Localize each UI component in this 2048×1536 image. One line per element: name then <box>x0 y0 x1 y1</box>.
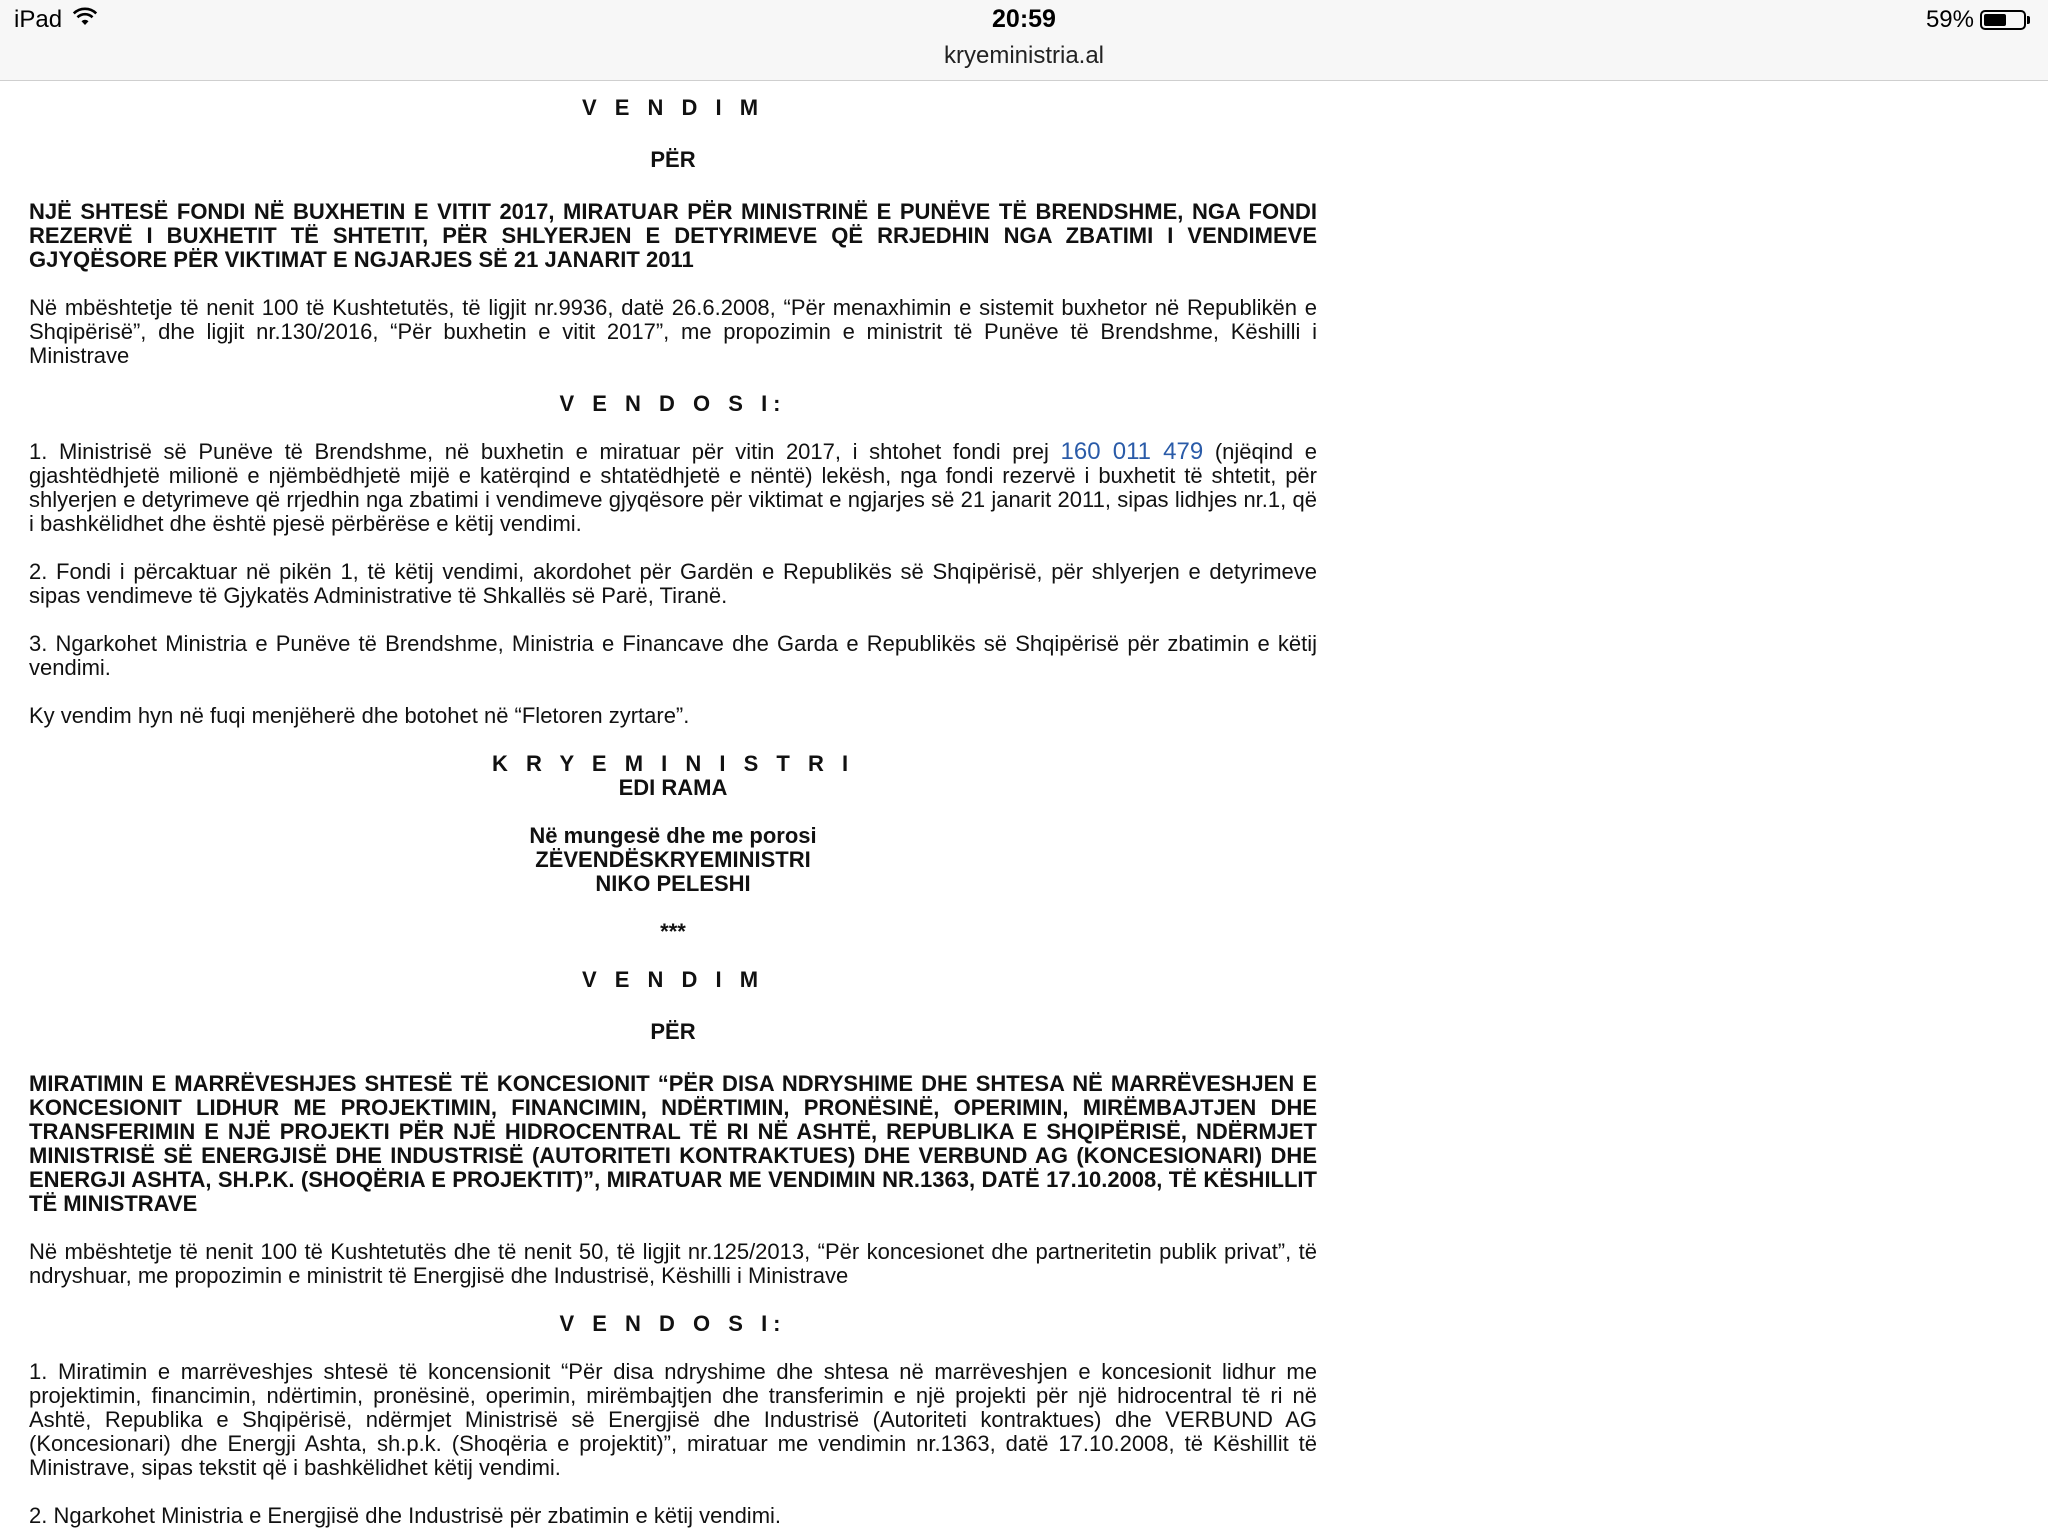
decision-closing: Ky vendim hyn në fuqi menjëherë dhe botohet në “Fletoren zyrtare”. <box>29 703 690 728</box>
point-text: 1. Ministrisë së Punëve të Brendshme, në buxhetin e miratuar për vitin 2017, i shtohet fondi prej <box>29 439 1061 464</box>
vendosi-heading: V E N D O S I: <box>559 391 787 416</box>
amount-link[interactable]: 160 011 479 <box>1060 438 1204 465</box>
decision-heading: NJË SHTESË FONDI NË BUXHETIN E VITIT 2017, MIRATUAR PËR MINISTRINË E PUNËVE TË BRENDSHME, NGA FONDI REZERVË I BUXHETIT TË SHTETIT, PËR SHLYERJEN E DETYRIMEVE QË RRJEDHIN NGA ZBATIMI I VENDIMEVE GJYQËSORE PËR VIKTIMAT E NGJARJES SË 21 JANARIT 2011 <box>29 199 1317 272</box>
section-separator: *** <box>660 919 686 944</box>
signature-deputy-role: ZËVENDËSKRYEMINISTRI <box>535 847 811 872</box>
url-bar[interactable]: kryeministria.al <box>943 42 1105 69</box>
battery-icon <box>1980 10 2026 30</box>
document-body <box>29 96 1317 1528</box>
decision-heading: MIRATIMIN E MARRËVESHJES SHTESË TË KONCESIONIT “PËR DISA NDRYSHIME DHE SHTESA NË MARRËVESHJEN E KONCESIONIT LIDHUR ME PROJEKTIMIN, FINANCIMIN, NDËRTIMIN, PRONËSINË, OPERIMIN, MIRËMBAJTJEN DHE TRANSFERIMIN E NJË PROJEKTI PËR NJË HIDROCENTRAL TË RI NË ASHTË, REPUBLIKA E SHQIPËRISË, NDËRMJET MINISTRISË SË ENERGJISË DHE INDUSTRISË (AUTORITETI KONTRAKTUES) DHE VERBUND AG (KONCESIONARI) DHE ENERGJI ASHTA, SH.P.K. (SHOQËRIA E PROJEKTIT)”, MIRATUAR ME VENDIMIN NR.1363, DATË 17.10.2008, TË KËSHILLIT TË MINISTRAVE <box>29 1071 1317 1216</box>
decision-point-1: 1. Miratimin e marrëveshjes shtesë të koncensionit “Për disa ndryshime dhe shtesa në marrëveshjen e koncesionit lidhur me projektimin, financimin, ndërtimin, pronësinë, operimin, mirëmbajtjen dhe transferimin e një projekti për një hidrocentral të ri në Ashtë, Republika e Shqipërisë, ndërmjet Ministrisë së Energjisë dhe Industrisë (Autoriteti kontraktues) dhe VERBUND AG (Koncesionari) dhe Energji Ashta, sh.p.k. (Shoqëria e projektit)”, miratuar me vendimin nr.1363, datë 17.10.2008, të Këshillit të Ministrave, sipas tekstit që i bashkëlidhet këtij vendimi. <box>29 1359 1317 1480</box>
browser-top-bar <box>0 0 2048 81</box>
decision-title: V E N D I M <box>581 967 765 992</box>
decision-preamble: Në mbështetje të nenit 100 të Kushtetutës dhe të nenit 50, të ligjit nr.125/2013, “Për koncesionet dhe partneritetin publik privat”, të ndryshuar, me propozimin e ministrit të Energjisë dhe Industrisë, Këshilli i Ministrave <box>29 1239 1317 1288</box>
signature-absence: Në mungesë dhe me porosi <box>529 823 817 848</box>
battery-percent: 59% <box>1925 6 1974 33</box>
decision-per: PËR <box>650 1019 696 1044</box>
decision-preamble: Në mbështetje të nenit 100 të Kushtetutës, të ligjit nr.9936, datë 26.6.2008, “Për menaxhimin e sistemit buxhetor në Republikën e Shqipërisë”, dhe ligjit nr.130/2016, “Për buxhetin e vitit 2017”, me propozimin e ministrit të Punëve të Brendshme, Këshilli i Ministrave <box>29 295 1317 368</box>
signature-deputy-name: NIKO PELESHI <box>595 871 751 896</box>
signature-name: EDI RAMA <box>618 775 728 800</box>
vendosi-heading: V E N D O S I: <box>559 1311 787 1336</box>
decision-point-3: 3. Ngarkohet Ministria e Punëve të Brendshme, Ministria e Financave dhe Garda e Republikës së Shqipërisë për zbatimin e këtij vendimi. <box>29 631 1317 680</box>
decision-per: PËR <box>650 147 696 172</box>
decision-point-2: 2. Fondi i përcaktuar në pikën 1, të këtij vendimi, akordohet për Gardën e Republikës së Shqipërisë, për shlyerjen e detyrimeve sipas vendimeve të Gjykatës Administrative të Shkallës së Parë, Tiranë. <box>29 559 1317 608</box>
decision-point-2: 2. Ngarkohet Ministria e Energjisë dhe Industrisë për zbatimin e këtij vendimi. <box>29 1503 782 1528</box>
signature-role: K R Y E M I N I S T R I <box>491 751 855 776</box>
status-time: 20:59 <box>992 5 1056 33</box>
battery-level <box>1984 14 2006 26</box>
decision-title: V E N D I M <box>581 95 765 120</box>
status-right <box>1926 6 2026 34</box>
decision-point-1 <box>29 440 1317 536</box>
point-text: (njëqind e gjashtëdhjetë milionë e njëmbëdhjetë mijë e katërqind e shtatëdhjetë e nëntë) lekësh, nga fondi rezervë i buxhetit të shtetit, për shlyerjen e detyrimeve që rrjedhin nga zbatimi i vendimeve gjyqësore për viktimat e ngjarjes së 21 janarit 2011, sipas lidhjes nr.1, që i bashkëlidhet dhe është pjesë përbërëse e këtij vendimi. <box>29 439 1317 536</box>
device-label: iPad <box>14 6 63 33</box>
